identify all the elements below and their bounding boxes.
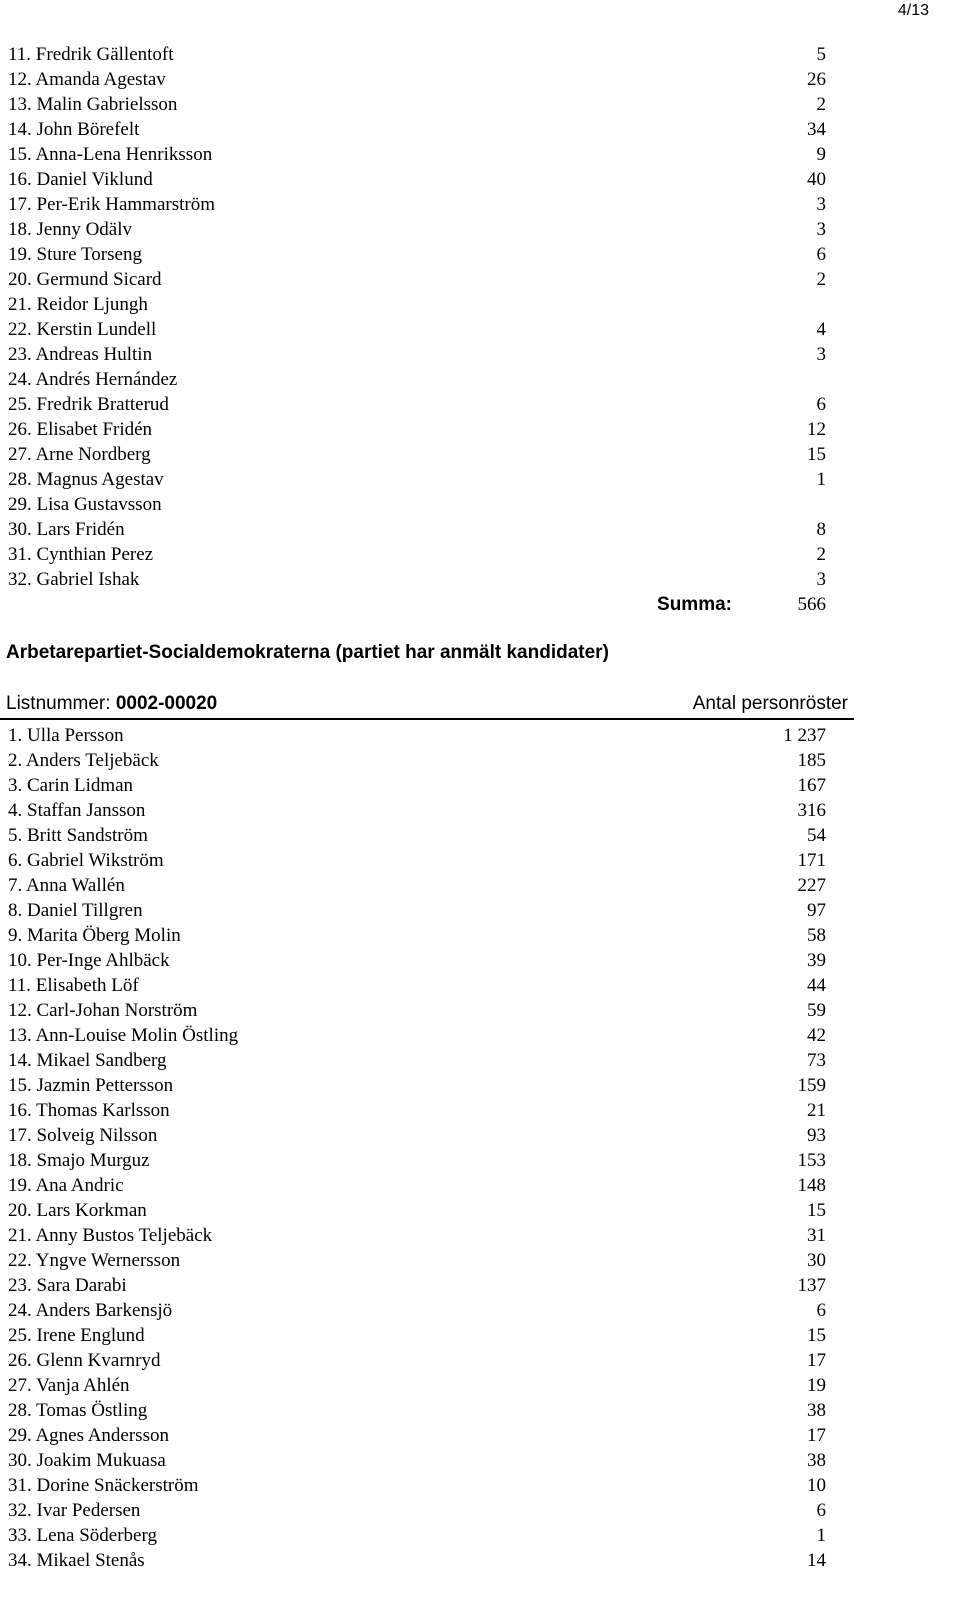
candidate-name: 23. Andreas Hultin	[8, 344, 153, 365]
candidate-votes: 9	[816, 144, 826, 165]
candidate-row	[0, 748, 960, 773]
candidate-votes: 17	[807, 1425, 826, 1446]
candidate-row	[0, 517, 960, 542]
candidate-votes: 1 237	[783, 725, 826, 746]
candidate-row	[0, 1423, 960, 1448]
candidate-votes: 185	[797, 750, 826, 771]
candidate-row	[0, 1298, 960, 1323]
candidate-row	[0, 873, 960, 898]
candidate-row	[0, 292, 960, 317]
candidate-votes: 6	[816, 1500, 826, 1521]
candidate-votes: 2	[816, 544, 826, 565]
candidate-name: 13. Ann-Louise Molin Östling	[8, 1025, 239, 1046]
candidate-row	[0, 67, 960, 92]
candidate-votes: 6	[816, 1300, 826, 1321]
sum-value: 566	[797, 594, 826, 615]
candidate-row	[0, 723, 960, 748]
candidate-name: 2. Anders Teljebäck	[8, 750, 159, 771]
candidate-votes: 15	[807, 1325, 826, 1346]
candidate-name: 16. Thomas Karlsson	[8, 1100, 170, 1121]
candidate-name: 18. Smajo Murguz	[8, 1150, 150, 1171]
candidate-name: 31. Cynthian Perez	[8, 544, 154, 565]
candidate-row	[0, 42, 960, 67]
candidate-name: 11. Fredrik Gällentoft	[8, 44, 174, 65]
candidate-row	[0, 773, 960, 798]
candidate-votes: 137	[797, 1275, 826, 1296]
candidate-name: 32. Gabriel Ishak	[8, 569, 140, 590]
candidate-name: 20. Lars Korkman	[8, 1200, 147, 1221]
candidate-name: 32. Ivar Pedersen	[8, 1500, 141, 1521]
list-number-value: 0002-00020	[115, 693, 218, 714]
candidate-name: 30. Joakim Mukuasa	[8, 1450, 166, 1471]
candidate-votes: 19	[807, 1375, 826, 1396]
candidate-votes: 30	[807, 1250, 826, 1271]
candidate-row	[0, 1073, 960, 1098]
candidate-name: 14. Mikael Sandberg	[8, 1050, 167, 1071]
candidate-votes: 171	[797, 850, 826, 871]
candidate-row	[0, 567, 960, 592]
candidate-name: 28. Magnus Agestav	[8, 469, 164, 490]
candidate-row	[0, 1448, 960, 1473]
candidate-votes: 12	[807, 419, 826, 440]
candidate-row	[0, 1498, 960, 1523]
candidate-name: 27. Vanja Ahlén	[8, 1375, 130, 1396]
candidate-row	[0, 1548, 960, 1573]
candidate-votes: 159	[797, 1075, 826, 1096]
candidate-votes: 93	[807, 1125, 826, 1146]
candidate-row	[0, 973, 960, 998]
sum-label: Summa:	[657, 594, 732, 615]
candidate-name: 1. Ulla Persson	[8, 725, 124, 746]
candidate-name: 21. Anny Bustos Teljebäck	[8, 1225, 213, 1246]
candidate-votes: 1	[816, 469, 826, 490]
candidate-votes: 227	[797, 875, 826, 896]
list-header	[0, 690, 854, 720]
candidate-name: 18. Jenny Odälv	[8, 219, 133, 240]
candidate-votes: 1	[816, 1525, 826, 1546]
candidate-name: 20. Germund Sicard	[8, 269, 162, 290]
candidate-row	[0, 1198, 960, 1223]
list-number-label: Listnummer:	[6, 693, 111, 714]
candidate-votes: 42	[807, 1025, 826, 1046]
candidate-name: 29. Agnes Andersson	[8, 1425, 169, 1446]
candidate-name: 12. Carl-Johan Norström	[8, 1000, 198, 1021]
candidate-name: 19. Sture Torseng	[8, 244, 142, 265]
candidate-name: 26. Elisabet Fridén	[8, 419, 153, 440]
candidate-votes: 3	[816, 569, 826, 590]
candidate-row	[0, 542, 960, 567]
candidate-name: 7. Anna Wallén	[8, 875, 125, 896]
candidate-name: 34. Mikael Stenås	[8, 1550, 145, 1571]
candidate-votes: 6	[816, 394, 826, 415]
candidate-row	[0, 467, 960, 492]
candidate-votes: 39	[807, 950, 826, 971]
candidate-row	[0, 1373, 960, 1398]
candidate-row	[0, 242, 960, 267]
candidate-row	[0, 1123, 960, 1148]
candidate-name: 25. Irene Englund	[8, 1325, 145, 1346]
candidate-name: 9. Marita Öberg Molin	[8, 925, 181, 946]
candidate-row	[0, 923, 960, 948]
candidate-name: 19. Ana Andric	[8, 1175, 124, 1196]
candidate-votes: 54	[807, 825, 826, 846]
candidate-name: 15. Anna-Lena Henriksson	[8, 144, 213, 165]
party-title: Arbetarepartiet-Socialdemokraterna (partiet har anmält kandidater)	[6, 642, 609, 663]
candidate-votes: 17	[807, 1350, 826, 1371]
candidate-row	[0, 442, 960, 467]
candidate-votes: 15	[807, 444, 826, 465]
candidate-votes: 3	[816, 194, 826, 215]
candidate-row	[0, 267, 960, 292]
candidate-row	[0, 342, 960, 367]
candidate-votes: 167	[797, 775, 826, 796]
candidate-name: 16. Daniel Viklund	[8, 169, 153, 190]
candidate-votes: 8	[816, 519, 826, 540]
candidate-votes: 15	[807, 1200, 826, 1221]
candidate-row	[0, 1398, 960, 1423]
candidate-row	[0, 167, 960, 192]
candidate-votes: 153	[797, 1150, 826, 1171]
candidate-name: 31. Dorine Snäckerström	[8, 1475, 199, 1496]
candidate-row	[0, 1473, 960, 1498]
candidate-row	[0, 142, 960, 167]
candidate-name: 12. Amanda Agestav	[8, 69, 166, 90]
candidate-row	[0, 948, 960, 973]
candidate-row	[0, 1248, 960, 1273]
candidate-name: 13. Malin Gabrielsson	[8, 94, 178, 115]
candidate-votes: 316	[797, 800, 826, 821]
sum-row	[0, 591, 960, 618]
candidate-votes: 31	[807, 1225, 826, 1246]
candidate-name: 5. Britt Sandström	[8, 825, 148, 846]
candidate-row	[0, 192, 960, 217]
candidate-row	[0, 798, 960, 823]
candidate-votes: 21	[807, 1100, 826, 1121]
candidate-votes: 148	[797, 1175, 826, 1196]
candidate-name: 3. Carin Lidman	[8, 775, 134, 796]
candidate-row	[0, 392, 960, 417]
candidate-row	[0, 1523, 960, 1548]
candidate-votes: 34	[807, 119, 826, 140]
candidate-row	[0, 1048, 960, 1073]
page-number: 4/13	[897, 2, 929, 19]
candidate-name: 26. Glenn Kvarnryd	[8, 1350, 161, 1371]
candidate-row	[0, 1098, 960, 1123]
candidate-name: 17. Per-Erik Hammarström	[8, 194, 215, 215]
candidate-row	[0, 998, 960, 1023]
candidate-row	[0, 417, 960, 442]
candidate-row	[0, 492, 960, 517]
candidate-name: 25. Fredrik Bratterud	[8, 394, 169, 415]
candidate-votes: 10	[807, 1475, 826, 1496]
candidate-row	[0, 217, 960, 242]
candidate-votes: 40	[807, 169, 826, 190]
votes-column-header: Antal personröster	[692, 693, 848, 714]
candidate-name: 14. John Börefelt	[8, 119, 140, 140]
candidate-list-party	[0, 723, 960, 1573]
candidate-list-previous-party	[0, 42, 960, 592]
candidate-name: 17. Solveig Nilsson	[8, 1125, 158, 1146]
candidate-row	[0, 1348, 960, 1373]
candidate-row	[0, 823, 960, 848]
candidate-votes: 2	[816, 269, 826, 290]
candidate-name: 15. Jazmin Pettersson	[8, 1075, 174, 1096]
candidate-name: 22. Yngve Wernersson	[8, 1250, 181, 1271]
candidate-votes: 14	[807, 1550, 826, 1571]
candidate-votes: 26	[807, 69, 826, 90]
candidate-name: 11. Elisabeth Löf	[8, 975, 139, 996]
candidate-name: 6. Gabriel Wikström	[8, 850, 164, 871]
candidate-votes: 2	[816, 94, 826, 115]
candidate-row	[0, 848, 960, 873]
candidate-name: 4. Staffan Jansson	[8, 800, 146, 821]
candidate-name: 10. Per-Inge Ahlbäck	[8, 950, 170, 971]
candidate-row	[0, 1023, 960, 1048]
candidate-row	[0, 1148, 960, 1173]
candidate-row	[0, 317, 960, 342]
candidate-votes: 4	[816, 319, 826, 340]
candidate-votes: 38	[807, 1450, 826, 1471]
candidate-votes: 3	[816, 219, 826, 240]
candidate-name: 8. Daniel Tillgren	[8, 900, 143, 921]
candidate-votes: 38	[807, 1400, 826, 1421]
candidate-votes: 6	[816, 244, 826, 265]
candidate-row	[0, 1323, 960, 1348]
candidate-name: 24. Anders Barkensjö	[8, 1300, 173, 1321]
candidate-row	[0, 1273, 960, 1298]
candidate-row	[0, 1223, 960, 1248]
candidate-name: 27. Arne Nordberg	[8, 444, 151, 465]
candidate-name: 29. Lisa Gustavsson	[8, 494, 162, 515]
candidate-votes: 3	[816, 344, 826, 365]
candidate-row	[0, 367, 960, 392]
candidate-votes: 97	[807, 900, 826, 921]
candidate-row	[0, 117, 960, 142]
candidate-row	[0, 898, 960, 923]
candidate-name: 30. Lars Fridén	[8, 519, 125, 540]
candidate-votes: 58	[807, 925, 826, 946]
candidate-votes: 59	[807, 1000, 826, 1021]
candidate-votes: 5	[816, 44, 826, 65]
candidate-name: 33. Lena Söderberg	[8, 1525, 157, 1546]
candidate-name: 22. Kerstin Lundell	[8, 319, 157, 340]
candidate-name: 23. Sara Darabi	[8, 1275, 127, 1296]
candidate-name: 28. Tomas Östling	[8, 1400, 148, 1421]
list-number	[6, 690, 217, 718]
candidate-votes: 73	[807, 1050, 826, 1071]
candidate-votes: 44	[807, 975, 826, 996]
candidate-row	[0, 1173, 960, 1198]
candidate-row	[0, 92, 960, 117]
candidate-name: 24. Andrés Hernández	[8, 369, 178, 390]
candidate-name: 21. Reidor Ljungh	[8, 294, 148, 315]
